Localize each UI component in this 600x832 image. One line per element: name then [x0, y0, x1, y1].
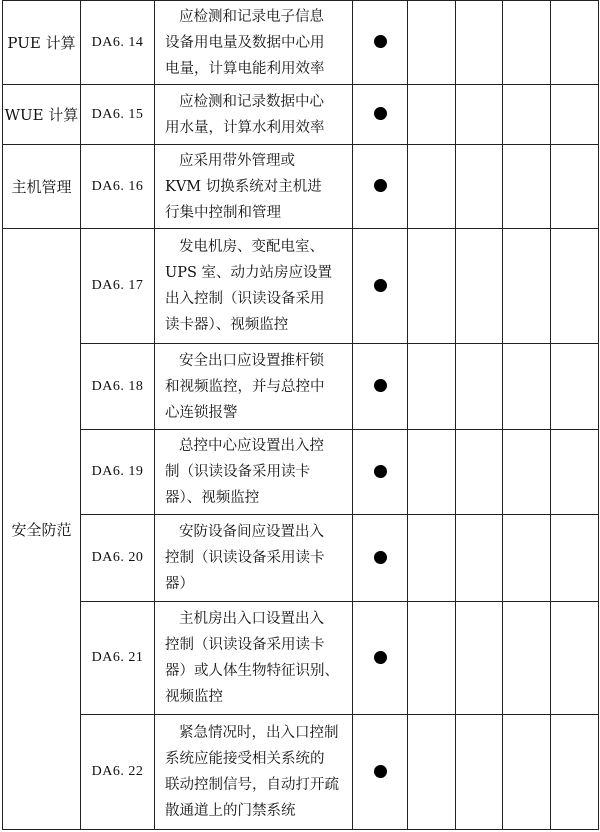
requirement-line: UPS 室、动力站房应设置 — [165, 265, 333, 281]
empty-cell — [551, 715, 599, 830]
mark-cell — [353, 344, 408, 430]
empty-cell — [503, 515, 551, 602]
empty-cell — [456, 229, 503, 344]
code-cell: DA6. 19 — [81, 430, 155, 515]
mark-cell — [353, 430, 408, 515]
item-cell: 安全防范 — [3, 229, 81, 830]
empty-cell — [456, 85, 503, 145]
requirement-line: 系统应能接受相关系统的 — [165, 751, 325, 767]
requirement-cell — [155, 344, 353, 430]
requirement-line: 电量，计算电能利用效率 — [165, 60, 325, 77]
table-row — [3, 1, 599, 85]
filled-dot-icon — [374, 179, 387, 192]
mark-cell — [353, 602, 408, 715]
empty-cell — [456, 344, 503, 430]
requirement-cell — [155, 85, 353, 145]
requirement-line: 安全出口应设置推杆锁 — [179, 352, 324, 369]
requirement-line: 紧急情况时，出入口控制 — [179, 725, 339, 741]
empty-cell — [503, 430, 551, 515]
requirement-line: 制（识读设备采用读卡 — [165, 464, 310, 480]
requirement-line: 控制（识读设备采用读卡 — [165, 550, 325, 566]
empty-cell — [503, 1, 551, 85]
code-cell: DA6. 20 — [81, 515, 155, 602]
empty-cell — [551, 145, 599, 229]
code-cell: DA6. 18 — [81, 344, 155, 430]
requirement-cell — [155, 229, 353, 344]
empty-cell — [551, 602, 599, 715]
mark-cell — [353, 1, 408, 85]
mark-cell — [353, 715, 408, 830]
filled-dot-icon — [374, 279, 387, 292]
empty-cell — [408, 344, 456, 430]
requirement-line: 和视频监控，并与总控中 — [165, 378, 325, 395]
empty-cell — [408, 602, 456, 715]
requirement-line: 器）、视频监控 — [165, 490, 260, 506]
empty-cell — [503, 602, 551, 715]
requirement-line: 用水量，计算水利用效率 — [165, 119, 325, 136]
empty-cell — [408, 1, 456, 85]
filled-dot-icon — [374, 765, 387, 778]
requirement-line: KVM 切换系统对主机进 — [165, 178, 322, 195]
table-row — [3, 344, 599, 430]
requirement-line: 散通道上的门禁系统 — [165, 803, 296, 819]
empty-cell — [551, 229, 599, 344]
empty-cell — [408, 85, 456, 145]
empty-cell — [503, 344, 551, 430]
code-cell: DA6. 16 — [81, 145, 155, 229]
code-cell: DA6. 14 — [81, 1, 155, 85]
table-row — [3, 229, 599, 344]
requirement-line: 应检测和记录数据中心 — [179, 93, 324, 110]
table-row — [3, 430, 599, 515]
empty-cell — [456, 430, 503, 515]
empty-cell — [456, 145, 503, 229]
filled-dot-icon — [374, 107, 387, 120]
filled-dot-icon — [374, 35, 387, 48]
empty-cell — [551, 1, 599, 85]
requirement-line: 控制（识读设备采用读卡 — [165, 637, 325, 653]
item-cell: PUE 计算 — [3, 1, 81, 85]
filled-dot-icon — [374, 465, 387, 478]
empty-cell — [408, 430, 456, 515]
requirement-cell — [155, 602, 353, 715]
mark-cell — [353, 515, 408, 602]
table-row — [3, 715, 599, 830]
requirement-line: 安防设备间应设置出入 — [179, 524, 324, 540]
mark-cell — [353, 85, 408, 145]
filled-dot-icon — [374, 651, 387, 664]
mark-cell — [353, 229, 408, 344]
empty-cell — [408, 229, 456, 344]
empty-cell — [408, 515, 456, 602]
empty-cell — [456, 602, 503, 715]
empty-cell — [408, 145, 456, 229]
requirement-cell — [155, 515, 353, 602]
empty-cell — [456, 1, 503, 85]
filled-dot-icon — [374, 551, 387, 564]
requirement-line: 视频监控 — [165, 689, 223, 705]
table-row — [3, 602, 599, 715]
empty-cell — [503, 145, 551, 229]
table-row — [3, 145, 599, 229]
empty-cell — [503, 85, 551, 145]
empty-cell — [551, 85, 599, 145]
requirement-cell — [155, 715, 353, 830]
empty-cell — [456, 515, 503, 602]
item-cell: WUE 计算 — [3, 85, 81, 145]
empty-cell — [408, 715, 456, 830]
empty-cell — [551, 344, 599, 430]
requirement-line: 器） — [165, 576, 194, 592]
code-cell: DA6. 15 — [81, 85, 155, 145]
mark-cell — [353, 145, 408, 229]
requirement-cell — [155, 1, 353, 85]
empty-cell — [456, 715, 503, 830]
filled-dot-icon — [374, 379, 387, 392]
requirement-line: 总控中心应设置出入控 — [179, 438, 324, 454]
empty-cell — [551, 430, 599, 515]
empty-cell — [503, 229, 551, 344]
requirement-line: 发电机房、变配电室、 — [179, 239, 324, 255]
code-cell: DA6. 21 — [81, 602, 155, 715]
requirement-line: 行集中控制和管理 — [165, 204, 281, 221]
empty-cell — [503, 715, 551, 830]
requirement-line: 应采用带外管理或 — [179, 152, 295, 169]
requirement-line: 应检测和记录电子信息 — [179, 8, 324, 25]
requirement-cell — [155, 430, 353, 515]
item-cell: 主机管理 — [3, 145, 81, 229]
code-cell: DA6. 22 — [81, 715, 155, 830]
requirement-cell — [155, 145, 353, 229]
requirements-table — [2, 0, 599, 830]
requirement-line: 联动控制信号，自动打开疏 — [165, 777, 339, 793]
empty-cell — [551, 515, 599, 602]
requirement-line: 读卡器）、视频监控 — [165, 317, 289, 333]
requirement-line: 主机房出入口设置出入 — [179, 611, 324, 627]
requirement-line: 心连锁报警 — [165, 404, 238, 421]
requirement-line: 设备用电量及数据中心用 — [165, 34, 325, 51]
table-row — [3, 85, 599, 145]
requirement-line: 出入控制（识读设备采用 — [165, 291, 325, 307]
table-row — [3, 515, 599, 602]
requirement-line: 器）或人体生物特征识别、 — [165, 663, 339, 679]
code-cell: DA6. 17 — [81, 229, 155, 344]
